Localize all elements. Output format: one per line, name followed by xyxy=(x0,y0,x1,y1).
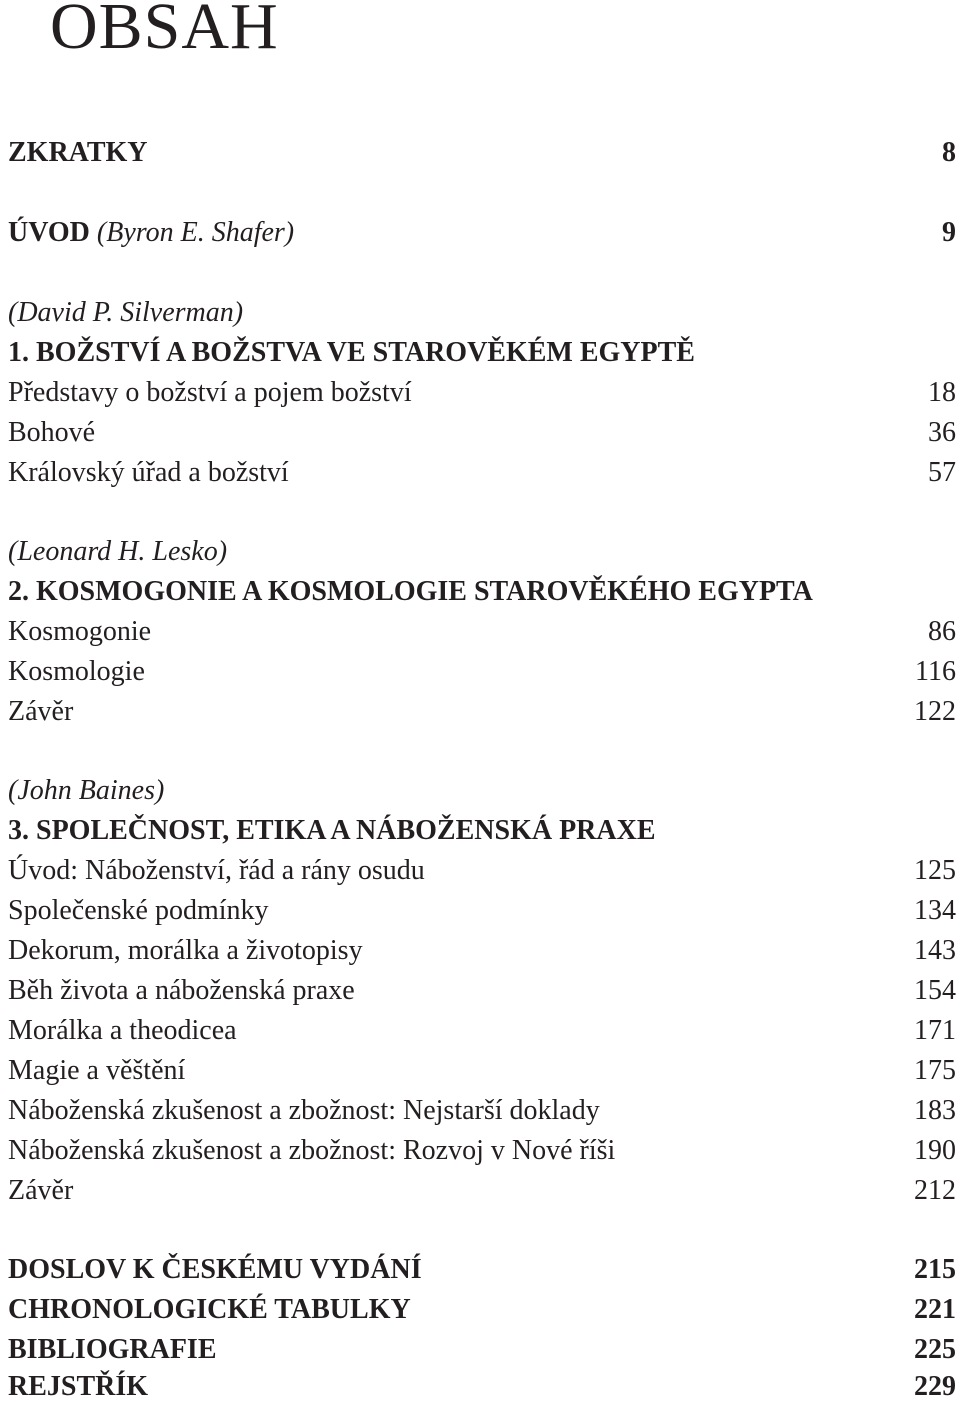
toc-entry-label: Závěr xyxy=(8,696,74,727)
toc-entry-uvod[interactable] xyxy=(8,214,956,252)
toc-entry-label: BIBLIOGRAFIE xyxy=(8,1334,217,1365)
chapter-heading xyxy=(8,334,956,372)
toc-entry-page: 9 xyxy=(942,217,956,248)
toc-entry[interactable] xyxy=(8,1132,956,1170)
toc-entry[interactable] xyxy=(8,972,956,1010)
toc-entry-page: 183 xyxy=(914,1095,956,1126)
chapter-heading-label: 2. KOSMOGONIE A KOSMOLOGIE STAROVĚKÉHO EGYPTA xyxy=(8,576,813,607)
toc-entry-page: 86 xyxy=(928,616,956,647)
chapter-author: (John Baines) xyxy=(8,775,165,806)
toc-entry-page: 143 xyxy=(914,935,956,966)
toc-entry-page: 221 xyxy=(914,1294,956,1325)
chapter-heading xyxy=(8,812,956,850)
toc-entry-page: 212 xyxy=(914,1175,956,1206)
toc-entry-page: 125 xyxy=(914,855,956,886)
toc-entry[interactable] xyxy=(8,852,956,890)
toc-entry-page: 122 xyxy=(914,696,956,727)
toc-entry-page: 116 xyxy=(915,656,956,687)
toc-entry-label: Kosmogonie xyxy=(8,616,152,647)
chapter-author: (David P. Silverman) xyxy=(8,297,244,328)
toc-entry-label: Morálka a theodicea xyxy=(8,1015,237,1046)
toc-entry-label: Společenské podmínky xyxy=(8,895,269,926)
toc-entry-page: 229 xyxy=(914,1371,956,1402)
toc-entry-label: Bohové xyxy=(8,417,96,448)
toc-entry-label: Úvod: Náboženství, řád a rány osudu xyxy=(8,855,425,886)
toc-entry-label: Královský úřad a božství xyxy=(8,457,289,488)
toc-entry-label: Závěr xyxy=(8,1175,74,1206)
chapter-heading-label: 1. BOŽSTVÍ A BOŽSTVA VE STAROVĚKÉM EGYPTĚ xyxy=(8,337,695,368)
toc-entry-label: Představy o božství a pojem božství xyxy=(8,377,412,408)
toc-entry-page: 171 xyxy=(914,1015,956,1046)
toc-entry-label: ZKRATKY xyxy=(8,137,148,168)
toc-entry-page: 18 xyxy=(928,377,956,408)
chapter-heading xyxy=(8,573,956,611)
toc-entry-label: Dekorum, morálka a životopisy xyxy=(8,935,363,966)
toc-entry-label: Běh života a náboženská praxe xyxy=(8,975,355,1006)
toc-entry[interactable] xyxy=(8,693,956,731)
toc-entry[interactable] xyxy=(8,374,956,412)
toc-entry-label: REJSTŘÍK xyxy=(8,1371,149,1402)
chapter-heading-label: 3. SPOLEČNOST, ETIKA A NÁBOŽENSKÁ PRAXE xyxy=(8,815,656,846)
toc-entry-doslov[interactable] xyxy=(8,1251,956,1289)
toc-entry-page: 8 xyxy=(942,137,956,168)
toc-entry-chronologicke-tabulky[interactable] xyxy=(8,1291,956,1329)
toc-entry-page: 57 xyxy=(928,457,956,488)
toc-entry[interactable] xyxy=(8,1012,956,1050)
toc-entry[interactable] xyxy=(8,414,956,452)
toc-entry-page: 36 xyxy=(928,417,956,448)
toc-entry-zkratky[interactable] xyxy=(8,134,956,172)
toc-entry-page: 225 xyxy=(914,1334,956,1365)
toc-entry-page: 175 xyxy=(914,1055,956,1086)
toc-entry[interactable] xyxy=(8,1092,956,1130)
page-title: OBSAH xyxy=(50,0,279,63)
toc-entry-page: 190 xyxy=(914,1135,956,1166)
toc-entry[interactable] xyxy=(8,892,956,930)
toc-entry-rejstrik[interactable] xyxy=(8,1368,956,1406)
toc-entry-page: 215 xyxy=(914,1254,956,1285)
toc-entry[interactable] xyxy=(8,454,956,492)
toc-entry-bibliografie[interactable] xyxy=(8,1331,956,1369)
toc-entry-label-group xyxy=(8,214,294,252)
toc-entry[interactable] xyxy=(8,653,956,691)
toc-entry-label: DOSLOV K ČESKÉMU VYDÁNÍ xyxy=(8,1254,422,1285)
toc-entry-page: 154 xyxy=(914,975,956,1006)
toc-entry[interactable] xyxy=(8,613,956,651)
toc-entry-label: CHRONOLOGICKÉ TABULKY xyxy=(8,1294,411,1325)
toc-entry[interactable] xyxy=(8,1052,956,1090)
toc-entry[interactable] xyxy=(8,932,956,970)
chapter-author: (Leonard H. Lesko) xyxy=(8,536,228,567)
toc-entry-label: Náboženská zkušenost a zbožnost: Nejstarší doklady xyxy=(8,1095,600,1126)
toc-entry-author: (Byron E. Shafer) xyxy=(96,217,295,248)
toc-entry-label: Magie a věštění xyxy=(8,1055,186,1086)
toc-entry[interactable] xyxy=(8,1172,956,1210)
toc-entry-label: ÚVOD xyxy=(8,217,90,248)
toc-entry-page: 134 xyxy=(914,895,956,926)
toc-entry-label: Náboženská zkušenost a zbožnost: Rozvoj v Nové říši xyxy=(8,1135,616,1166)
toc-entry-label: Kosmologie xyxy=(8,656,145,687)
